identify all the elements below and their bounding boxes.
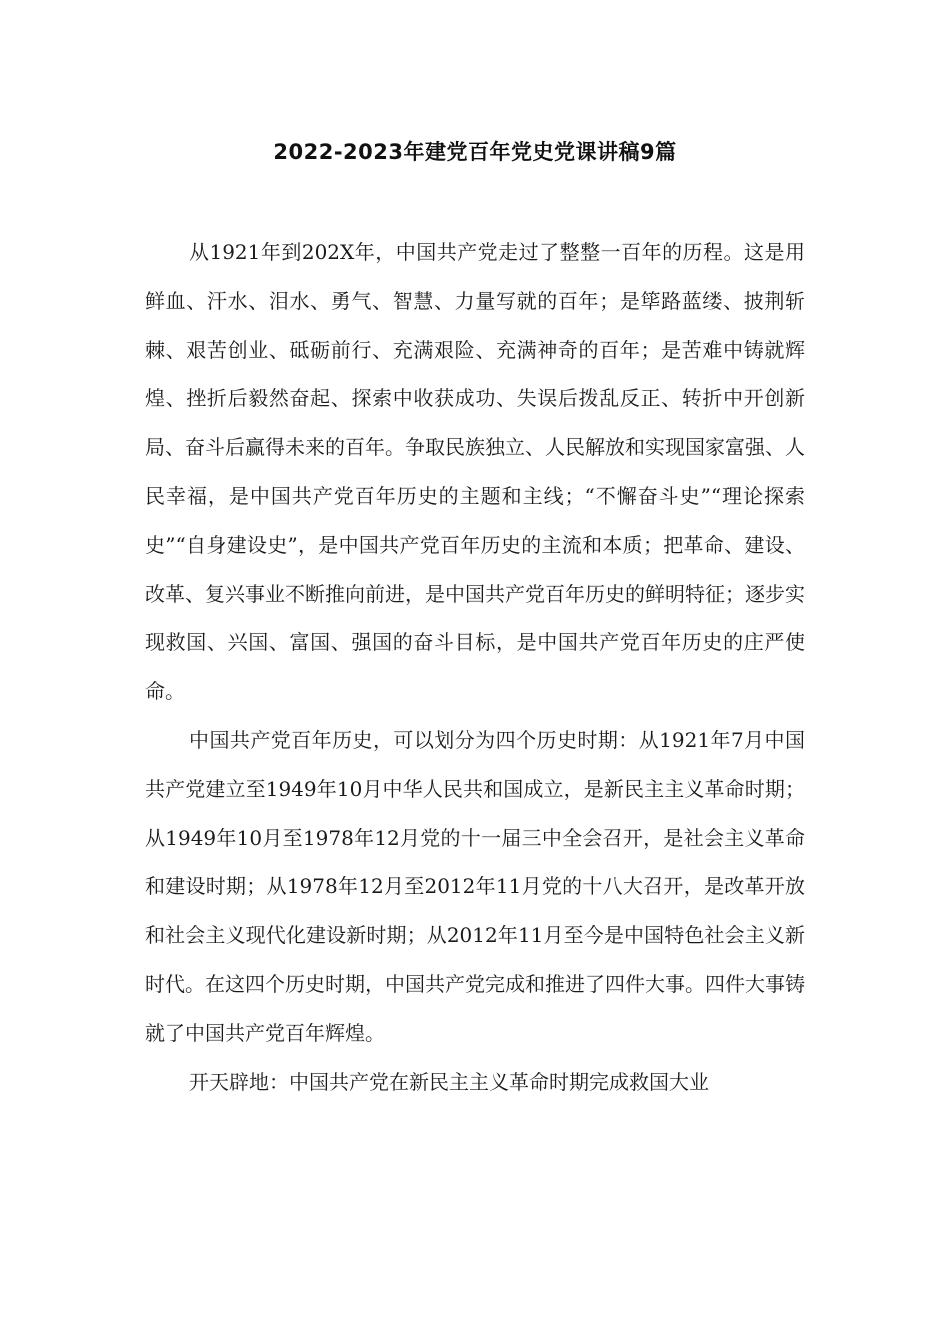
section-heading-first-period: 开天辟地：中国共产党在新民主主义革命时期完成救国大业 <box>189 1069 709 1094</box>
document-body <box>145 228 805 1106</box>
document-title: 2022-2023年建党百年党史党课讲稿9篇 <box>273 140 677 164</box>
paragraph-periods: 中国共产党百年历史，可以划分为四个历史时期：从1921年7月中国共产党建立至1949年10月中华人民共和国成立，是新民主主义革命时期；从1949年10月至1978年12月党的十一届三中全会召开，是社会主义革命和建设时期；从1978年12月至2012年11月党的十八大召开，是改革开放和社会主义现代化建设新时期；从2012年11月至今是中国特色社会主义新时代。在这四个历史时期，中国共产党完成和推进了四件大事。四件大事铸就了中国共产党百年辉煌。 <box>145 727 805 1045</box>
paragraph-intro: 从1921年到202X年，中国共产党走过了整整一百年的历程。这是用鲜血、汗水、泪水、勇气、智慧、力量写就的百年；是筚路蓝缕、披荆斩棘、艰苦创业、砥砺前行、充满艰险、充满神奇的百年；是苦难中铸就辉煌、挫折后毅然奋起、探索中收获成功、失误后拨乱反正、转折中开创新局、奋斗后赢得未来的百年。争取民族独立、人民解放和实现国家富强、人民幸福，是中国共产党百年历史的主题和主线；“不懈奋斗史”“理论探索史”“自身建设史”，是中国共产党百年历史的主流和本质；把革命、建设、改革、复兴事业不断推向前进，是中国共产党百年历史的鲜明特征；逐步实现救国、兴国、富国、强国的奋斗目标，是中国共产党百年历史的庄严使命。 <box>145 240 805 704</box>
